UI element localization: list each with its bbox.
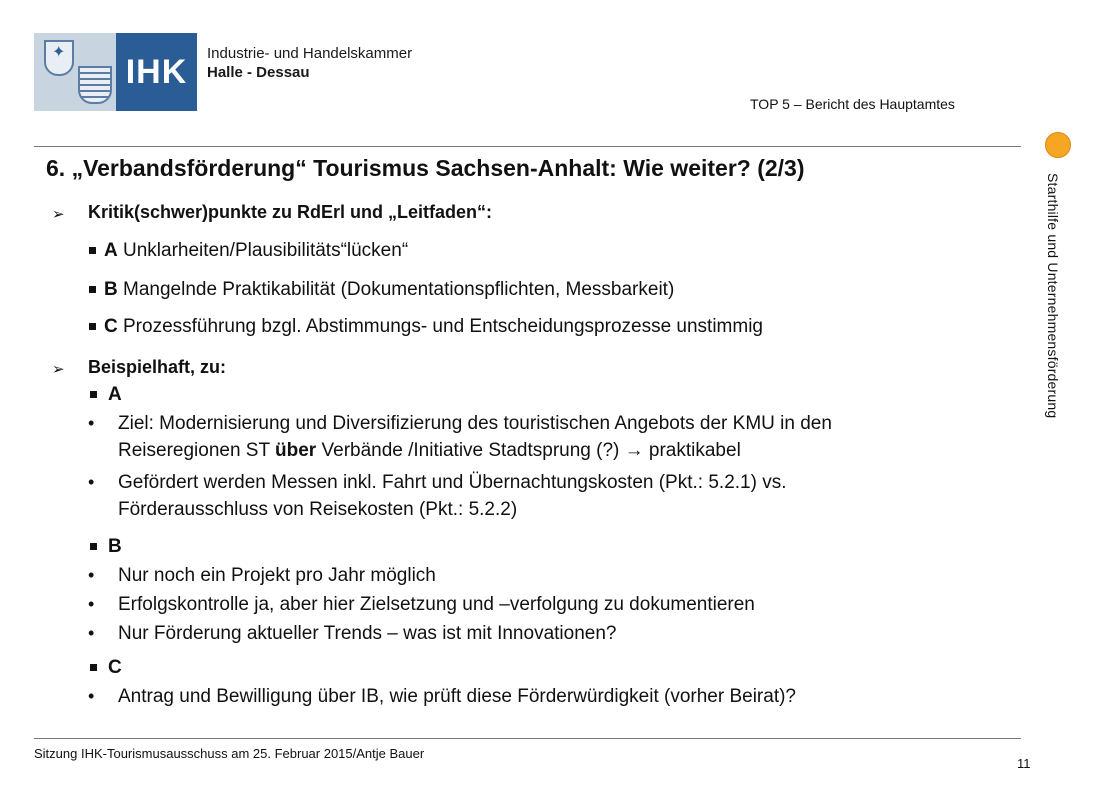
- organization-name-line2: Halle - Dessau: [207, 64, 310, 81]
- round-bullet-icon: •: [88, 565, 95, 585]
- crest-icon: [78, 66, 112, 104]
- arrow-bullet-icon: ➢: [52, 206, 65, 223]
- coat-of-arms-icon: ✦: [44, 40, 74, 76]
- critique-item-a: A Unklarheiten/Plausibilitäts“lücken“: [104, 240, 409, 261]
- slide-title: 6. „Verbandsförderung“ Tourismus Sachsen-Anhalt: Wie weiter? (2/3): [46, 155, 805, 181]
- organization-name-line1: Industrie- und Handelskammer: [207, 45, 413, 62]
- group-b-bullet-1: Nur noch ein Projekt pro Jahr möglich: [118, 565, 436, 586]
- group-b-bullet-2: Erfolgskontrolle ja, aber hier Zielsetzung und –verfolgung zu dokumentieren: [118, 594, 755, 615]
- organization-name: [207, 44, 412, 82]
- round-bullet-icon: •: [88, 472, 95, 492]
- footer-text: Sitzung IHK-Tourismusausschuss am 25. Februar 2015/Antje Bauer: [34, 746, 425, 761]
- section2-heading: Beispielhaft, zu:: [88, 357, 227, 377]
- footer-divider: [34, 738, 1021, 739]
- square-bullet-icon: [89, 286, 96, 293]
- round-bullet-icon: •: [88, 686, 95, 706]
- square-bullet-icon: [89, 247, 96, 254]
- round-bullet-icon: •: [88, 623, 95, 643]
- critique-item-b: B Mangelnde Praktikabilität (Dokumentationspflichten, Messbarkeit): [104, 279, 675, 300]
- round-bullet-icon: •: [88, 594, 95, 614]
- square-bullet-icon: [90, 391, 97, 398]
- header-divider: [34, 146, 1021, 147]
- square-bullet-icon: [90, 664, 97, 671]
- section1-heading: Kritik(schwer)punkte zu RdErl und „Leitfaden“:: [88, 202, 493, 222]
- group-a-bullet-2-line1: Gefördert werden Messen inkl. Fahrt und Übernachtungskosten (Pkt.: 5.2.1) vs.: [118, 472, 787, 493]
- arrow-bullet-icon: ➢: [52, 361, 65, 378]
- side-label: Starthilfe und Unternehmensförderung: [1045, 173, 1061, 419]
- group-b-bullet-3: Nur Förderung aktueller Trends – was ist mit Innovationen?: [118, 623, 617, 644]
- group-c-bullet-1: Antrag und Bewilligung über IB, wie prüft diese Förderwürdigkeit (vorher Beirat)?: [118, 686, 796, 707]
- group-c-label: C: [108, 657, 122, 678]
- round-bullet-icon: •: [88, 413, 95, 433]
- group-a-label: A: [108, 384, 122, 405]
- square-bullet-icon: [89, 323, 96, 330]
- group-a-bullet-1-line1: Ziel: Modernisierung und Diversifizierung des touristischen Angebots der KMU in den: [118, 413, 832, 434]
- group-b-label: B: [108, 536, 122, 557]
- page-number: 11: [1017, 756, 1031, 771]
- critique-item-c: C Prozessführung bzgl. Abstimmungs- und Entscheidungsprozesse unstimmig: [104, 316, 764, 337]
- orange-circle-icon: [1045, 132, 1071, 158]
- ihk-logo: IHK: [116, 33, 197, 111]
- group-a-bullet-1-line2: Reiseregionen ST über Verbände /Initiative Stadtsprung (?) → praktikabel: [118, 440, 741, 461]
- square-bullet-icon: [90, 543, 97, 550]
- group-a-bullet-2-line2: Förderausschluss von Reisekosten (Pkt.: 5.2.2): [118, 499, 518, 520]
- header-subtitle: TOP 5 – Bericht des Hauptamtes: [750, 96, 955, 112]
